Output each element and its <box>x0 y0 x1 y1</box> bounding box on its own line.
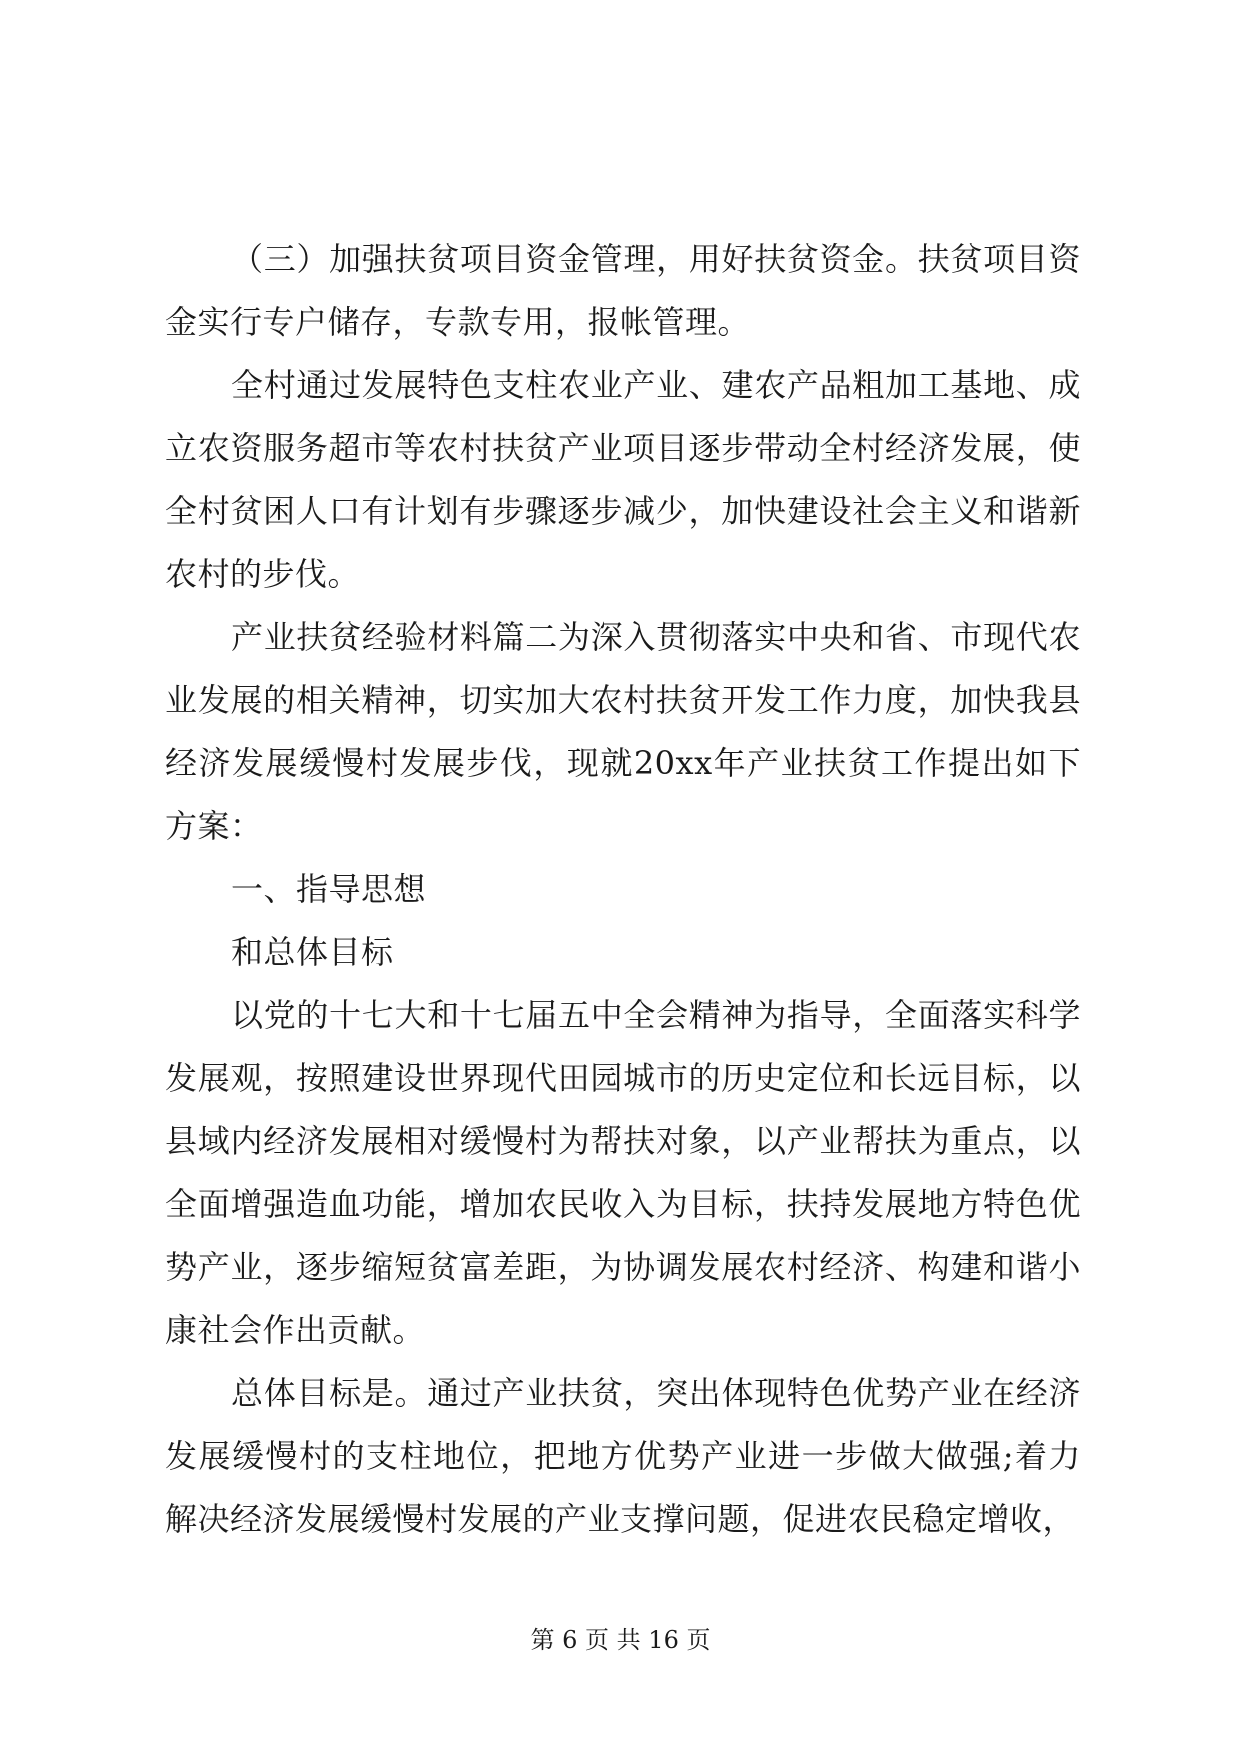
section-heading-continuation: 和总体目标 <box>231 933 394 971</box>
paragraph: 以党的十七大和十七届五中全会精神为指导，全面落实科学发展观，按照建设世界现代田园城市的历史定位和长远目标，以县域内经济发展相对缓慢村为帮扶对象，以产业帮扶为重点，以全面增强造血功能，增加农民收入为目标，扶持发展地方特色优势产业，逐步缩短贫富差距，为协调发展农村经济、构建和谐小康社会作出贡献。 <box>165 996 1081 1349</box>
paragraph: 产业扶贫经验材料篇二为深入贯彻落实中央和省、市现代农业发展的相关精神，切实加大农村扶贫开发工作力度，加快我县经济发展缓慢村发展步伐，现就20xx年产业扶贫工作提出如下方案： <box>165 618 1081 845</box>
document-body <box>165 228 1081 1551</box>
paragraph: （三）加强扶贫项目资金管理，用好扶贫资金。扶贫项目资金实行专户储存，专款专用，报帐管理。 <box>165 240 1081 341</box>
section-heading: 一、指导思想 <box>231 870 427 908</box>
page-number-footer: 第 6 页 共 16 页 <box>530 1626 711 1654</box>
paragraph: 总体目标是。通过产业扶贫，突出体现特色优势产业在经济发展缓慢村的支柱地位，把地方优势产业进一步做大做强;着力解决经济发展缓慢村发展的产业支撑问题，促进农民稳定增收， <box>165 1374 1081 1538</box>
paragraph: 全村通过发展特色支柱农业产业、建农产品粗加工基地、成立农资服务超市等农村扶贫产业项目逐步带动全村经济发展，使全村贫困人口有计划有步骤逐步减少，加快建设社会主义和谐新农村的步伐。 <box>165 366 1081 593</box>
